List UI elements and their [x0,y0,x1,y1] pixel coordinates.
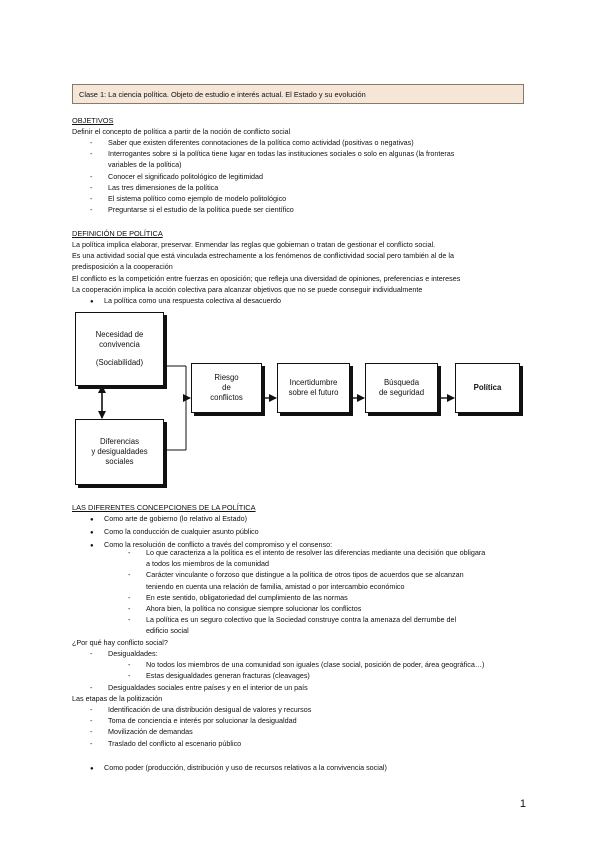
list-item: - Identificación de una distribución desigual de valores y recursos [90,705,312,714]
objetivos-list [90,137,454,215]
class-header: Clase 1: La ciencia política. Objeto de estudio e interés actual. El Estado y su evolución [72,84,524,104]
box-label-line: (Sociabilidad) [95,358,144,367]
list-item: - Traslado del conflicto al escenario público [90,738,242,748]
desigualdades-sublist [128,659,484,681]
box-label-line: sociales [105,457,134,466]
list-item-continuation: variables de la política) [108,160,182,170]
conflicto-question: ¿Por qué hay conflicto social? [72,638,168,647]
box-busqueda-seguridad [365,363,438,413]
box-riesgo-conflictos [191,363,262,413]
list-item: - No todos los miembros de una comunidad son iguales (clase social, posición de poder, área geográfica…) [128,660,485,669]
box-label-line: y desigualdades [91,447,148,456]
list-item: - Conocer el significado politológico de legitimidad [90,171,264,181]
list-item: - Estas desigualdades generan fracturas (cleavages) [128,671,310,681]
definicion-title: DEFINICIÓN DE POLÍTICA [72,229,163,238]
paragraph-line: La política implica elaborar, preservar. Enmendar las reglas que gobiernan o tratan de gestionar el conflicto social. [72,240,436,249]
box-label-line: Incertidumbre [289,378,338,387]
objetivos-title: OBJETIVOS [72,116,114,125]
etapas-title: Las etapas de la politización [72,694,163,703]
box-label-line: Política [473,383,502,392]
list-item: - Preguntarse si el estudio de la política puede ser científico [90,205,294,215]
box-necesidad-convivencia [75,312,164,386]
box-politica [455,363,520,413]
list-item: - Lo que caracteriza a la política es el intento de resolver las diferencias mediante una decisión que obligara [128,548,486,557]
list-item: - En este sentido, obligatoriedad del cumplimiento de las normas [128,592,348,602]
box-label-line: Necesidad de [95,330,144,339]
objetivos-intro: Definir el concepto de política a partir de la noción de conflicto social [72,127,291,136]
etapas-list [90,704,311,749]
paragraph-line: predisposición a la cooperación [72,262,173,272]
list-item: ● Como la resolución de conflicto a través del compromiso y el consenso: [90,540,333,550]
list-item: - Movilización de demandas [90,727,193,737]
concepciones-sublist [128,547,485,637]
box-label-line: Búsqueda [383,378,420,387]
box-label-line: de [222,383,231,392]
poder-item: ● Como poder (producción, distribución y uso de recursos relativos a la convivencia social) [90,763,387,772]
paragraph-line: La cooperación implica la acción colectiva para alcanzar objetivos que no se puede conseguir individualmente [72,284,423,294]
list-item: - Las tres dimensiones de la política [90,182,219,192]
box-label-line: Riesgo [214,373,239,382]
list-item: ● La política como una respuesta colectiva al desacuerdo [90,296,281,306]
list-item: ● Como la conducción de cualquier asunto público [90,527,259,537]
desigualdades-paises-item: - Desigualdades sociales entre países y en el interior de un país [90,683,308,692]
list-item: - Saber que existen diferentes connotaciones de la política como actividad (positivas o negativas) [90,138,414,147]
list-item: - Carácter vinculante o forzoso que distingue a la política de otros tipos de acuerdos que se alcanzan [128,570,464,580]
list-item: - La política es un seguro colectivo que la Sociedad construye contra la amenaza del derrumbe del [128,615,457,625]
box-label-line: de seguridad [378,388,425,397]
list-item: - Toma de conciencia e interés por solucionar la desigualdad [90,716,297,726]
list-item-continuation: a todos los miembros de la comunidad [146,559,270,569]
list-item-continuation: edificio social [146,626,189,636]
paragraph-line: Es una actividad social que está vinculada estrechamente a los fenómenos de conflictividad social pero también al de la [72,251,454,261]
box-label-line: convivencia [99,340,140,349]
page-number: 1 [519,798,526,810]
list-item: - Interrogantes sobre si la política tiene lugar en todas las instituciones sociales o solo en algunas (la fronteras [90,149,455,159]
box-label-line: sobre el futuro [288,388,339,397]
box-diferencias-sociales [75,419,164,485]
politics-diagram [70,308,530,490]
list-item-continuation: teniendo en cuenta una relación de familia, amistad o por intercambio económico [146,581,405,591]
box-incertidumbre-futuro [277,363,350,413]
paragraph-line: El conflicto es la competición entre fuerzas en oposición; que refleja una diversidad de opiniones, preferencias e intereses [72,273,461,283]
list-item: - El sistema político como ejemplo de modelo politológico [90,194,287,204]
concepciones-title: LAS DIFERENTES CONCEPCIONES DE LA POLÍTICA [72,503,256,512]
box-label-line: Diferencias [100,437,139,446]
desigualdades-item: - Desigualdades: [90,649,158,658]
list-item: ● Como arte de gobierno (lo relativo al Estado) [90,514,248,523]
box-label-line: conflictos [210,393,243,402]
definicion-body [72,239,460,308]
list-item: - Ahora bien, la política no consigue siempre solucionar los conflictos [128,604,362,614]
